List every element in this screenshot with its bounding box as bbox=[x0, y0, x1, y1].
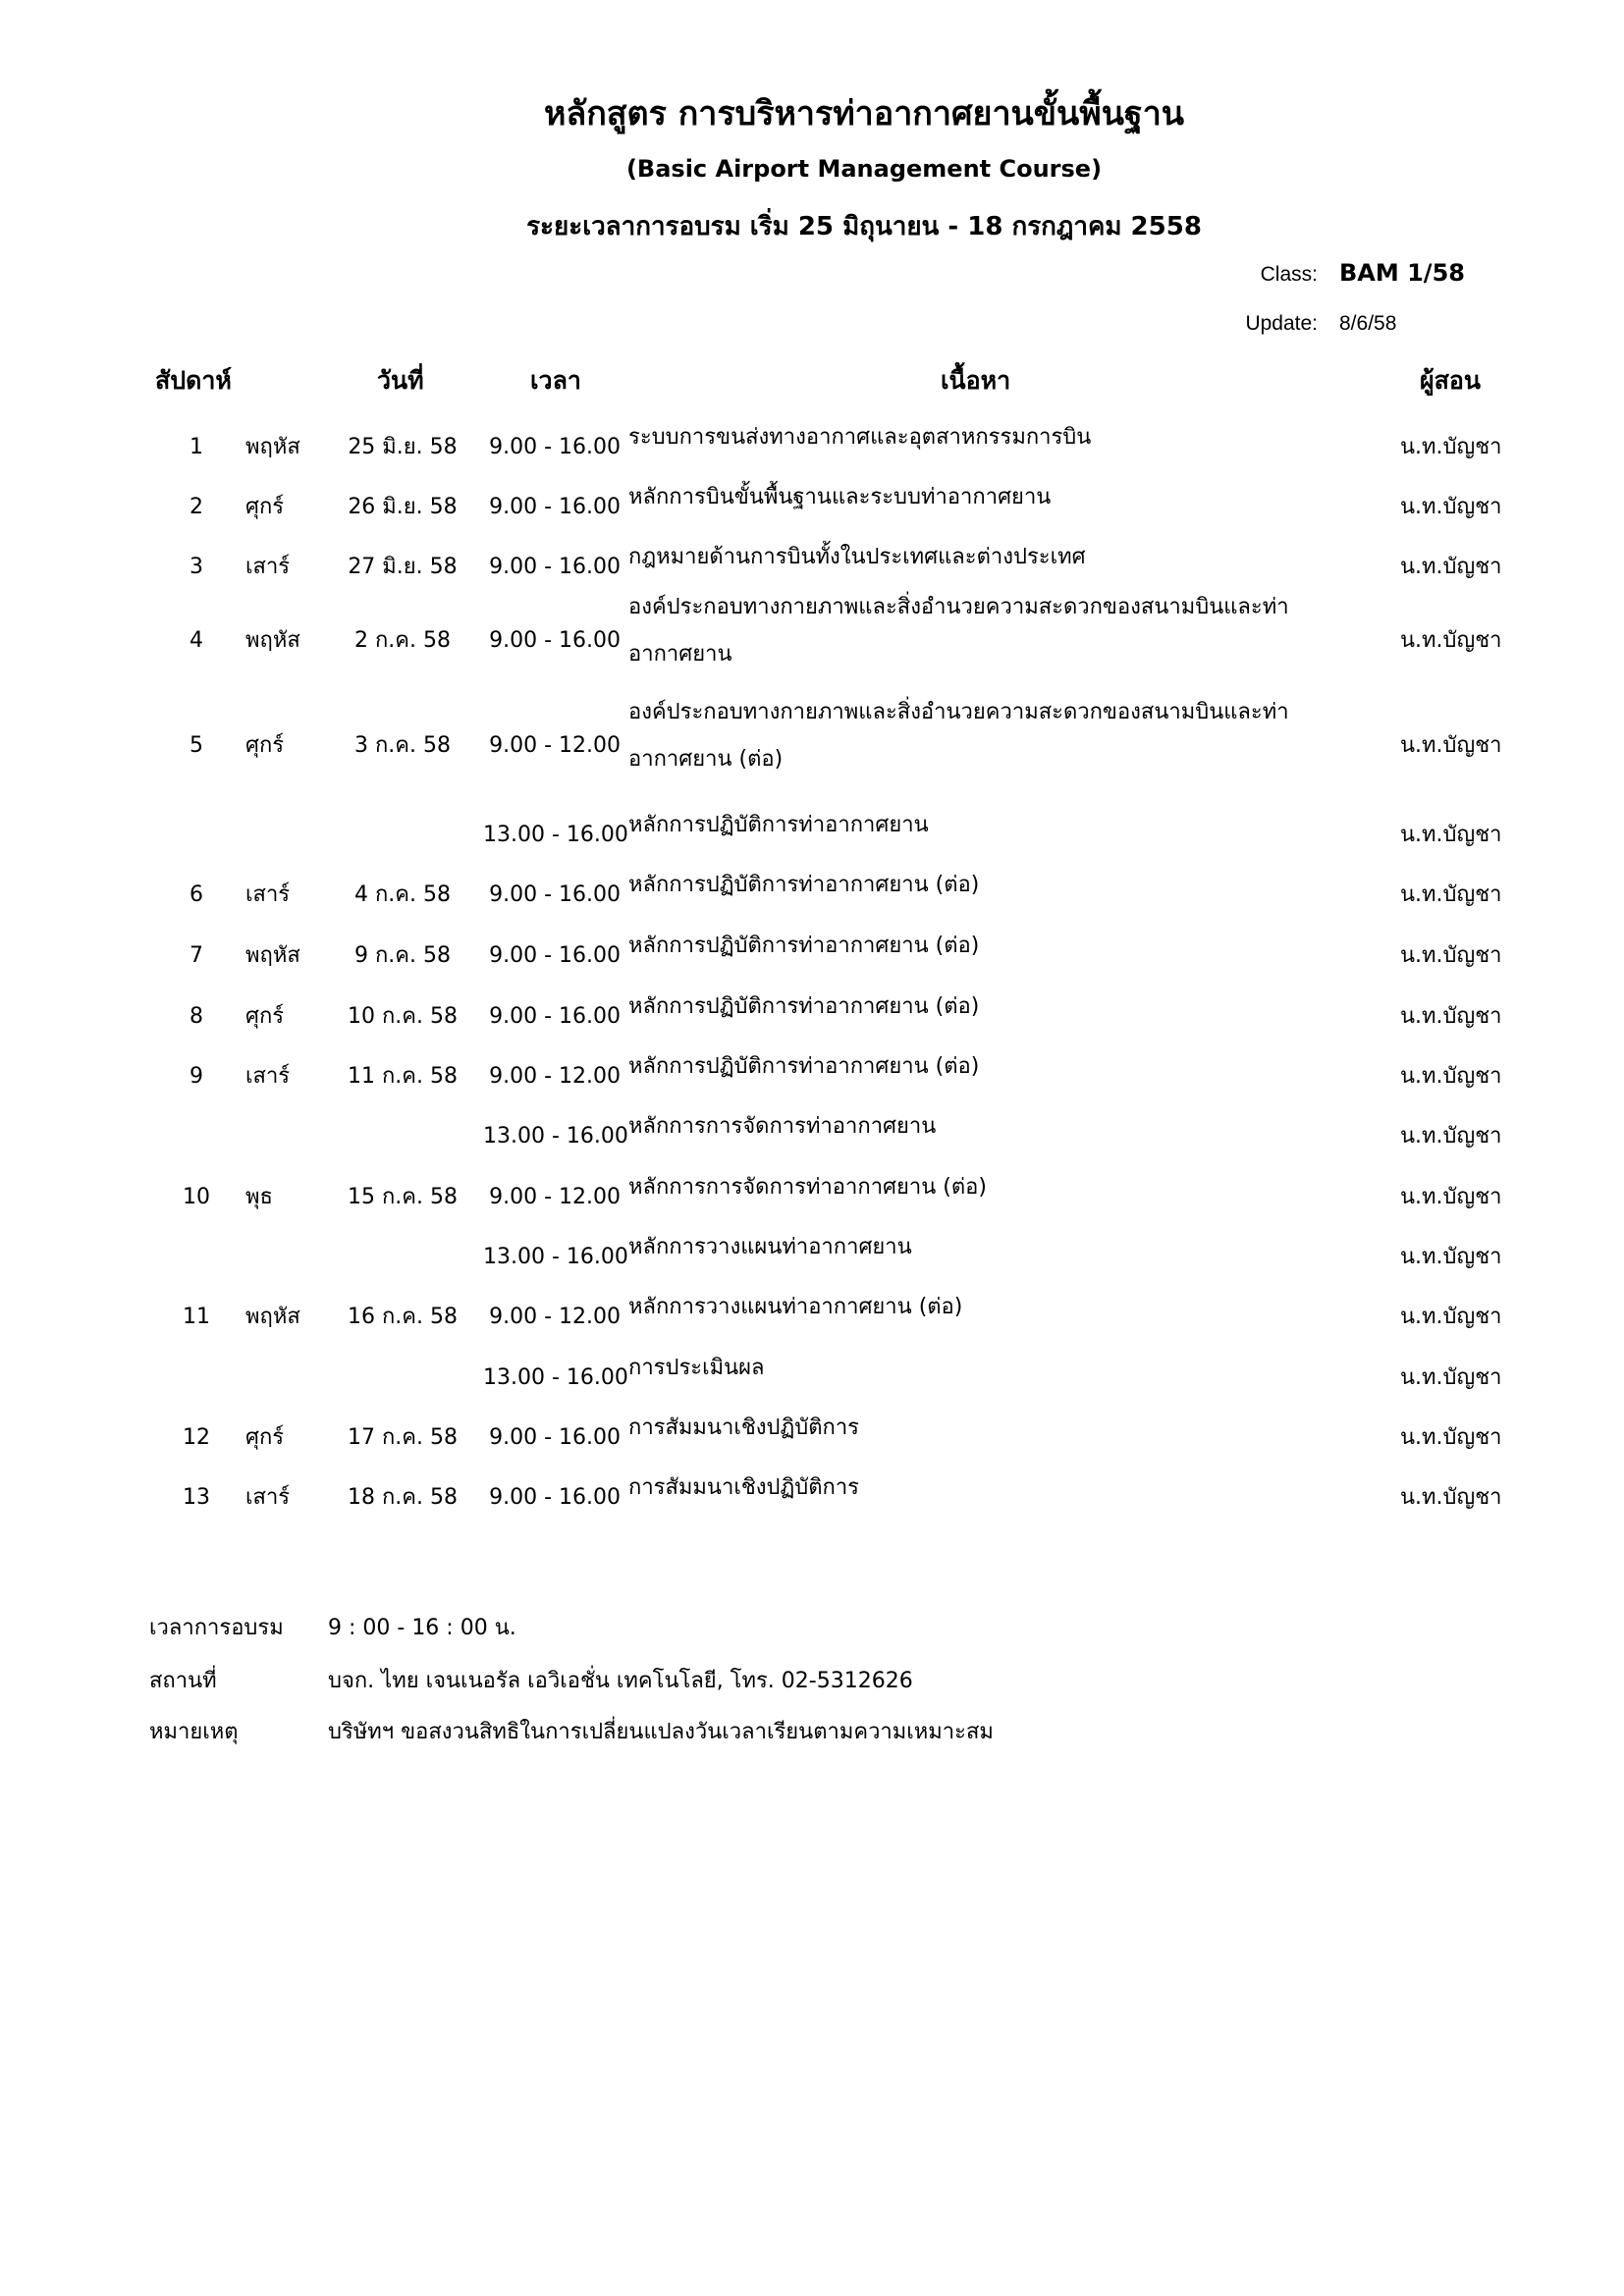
course-title: หลักสูตร การบริหารท่าอากาศยานขั้นพื้นฐาน bbox=[543, 94, 1185, 133]
cell-date: 9 ก.ค. 58 bbox=[353, 943, 451, 968]
cell-time: 13.00 - 16.00 bbox=[483, 1124, 628, 1148]
cell-day: พฤหัส bbox=[245, 1305, 300, 1329]
cell-date: 4 ก.ค. 58 bbox=[353, 882, 451, 907]
cell-instructor: น.ท.บัญชา bbox=[1400, 1124, 1502, 1148]
cell-week: 8 bbox=[189, 1004, 203, 1029]
cell-week: 5 bbox=[189, 733, 203, 758]
cell-day: เสาร์ bbox=[245, 1064, 291, 1089]
cell-week: 9 bbox=[189, 1064, 203, 1089]
cell-week: 1 bbox=[189, 435, 203, 459]
cell-content: หลักการปฏิบัติการท่าอากาศยาน bbox=[628, 813, 929, 837]
training-period: ระยะเวลาการอบรม เริ่ม 25 มิถุนายน - 18 กรกฎาคม 2558 bbox=[526, 212, 1202, 241]
cell-instructor: น.ท.บัญชา bbox=[1400, 1485, 1502, 1510]
cell-date: 10 ก.ค. 58 bbox=[348, 1004, 458, 1029]
cell-date: 27 มิ.ย. 58 bbox=[348, 555, 458, 579]
cell-time: 9.00 - 16.00 bbox=[489, 628, 621, 653]
cell-instructor: น.ท.บัญชา bbox=[1400, 1425, 1502, 1450]
cell-instructor: น.ท.บัญชา bbox=[1400, 1185, 1502, 1209]
cell-date: 2 ก.ค. 58 bbox=[353, 628, 451, 653]
course-subtitle: (Basic Airport Management Course) bbox=[625, 155, 1103, 183]
cell-instructor: น.ท.บัญชา bbox=[1400, 495, 1502, 519]
cell-time: 9.00 - 16.00 bbox=[489, 555, 621, 579]
cell-instructor: น.ท.บัญชา bbox=[1400, 1004, 1502, 1029]
cell-time: 9.00 - 16.00 bbox=[489, 1004, 621, 1029]
cell-instructor: น.ท.บัญชา bbox=[1400, 823, 1502, 847]
location-value: บจก. ไทย เจนเนอรัล เอวิเอชั่น เทคโนโลยี, โทร. 02-5312626 bbox=[328, 1669, 913, 1693]
cell-content: หลักการวางแผนท่าอากาศยาน bbox=[628, 1235, 912, 1259]
cell-day: พฤหัส bbox=[245, 943, 300, 968]
cell-content: หลักการปฏิบัติการท่าอากาศยาน (ต่อ) bbox=[628, 994, 980, 1019]
cell-day: พุธ bbox=[245, 1185, 273, 1209]
location-label: สถานที่ bbox=[149, 1669, 217, 1693]
cell-instructor: น.ท.บัญชา bbox=[1400, 943, 1502, 968]
cell-instructor: น.ท.บัญชา bbox=[1400, 1365, 1502, 1390]
update-value: 8/6/58 bbox=[1339, 312, 1397, 335]
cell-date: 15 ก.ค. 58 bbox=[348, 1185, 458, 1209]
cell-date: 25 มิ.ย. 58 bbox=[348, 435, 458, 459]
training-hours-label: เวลาการอบรม bbox=[149, 1616, 284, 1640]
cell-instructor: น.ท.บัญชา bbox=[1400, 435, 1502, 459]
cell-instructor: น.ท.บัญชา bbox=[1400, 555, 1502, 579]
cell-time: 9.00 - 16.00 bbox=[489, 1425, 621, 1450]
cell-week: 2 bbox=[189, 495, 203, 519]
class-label: Class: bbox=[1260, 263, 1318, 286]
cell-time: 9.00 - 12.00 bbox=[489, 1064, 621, 1089]
column-header-week: สัปดาห์ bbox=[155, 366, 232, 395]
cell-date: 26 มิ.ย. 58 bbox=[348, 495, 458, 519]
cell-day: พฤหัส bbox=[245, 435, 300, 459]
cell-content: องค์ประกอบทางกายภาพและสิ่งอำนวยความสะดวกของสนามบินและท่าอากาศยาน (ต่อ) bbox=[628, 700, 1289, 772]
column-header-time: เวลา bbox=[530, 366, 581, 395]
cell-date: 3 ก.ค. 58 bbox=[353, 733, 451, 758]
cell-content: ระบบการขนส่งทางอากาศและอุตสาหกรรมการบิน bbox=[628, 425, 1092, 450]
cell-content: หลักการการจัดการท่าอากาศยาน (ต่อ) bbox=[628, 1175, 987, 1200]
cell-day: เสาร์ bbox=[245, 882, 291, 907]
cell-week: 11 bbox=[183, 1305, 210, 1329]
cell-time: 9.00 - 16.00 bbox=[489, 495, 621, 519]
update-label: Update: bbox=[1245, 312, 1318, 335]
cell-instructor: น.ท.บัญชา bbox=[1400, 1245, 1502, 1269]
cell-day: เสาร์ bbox=[245, 1485, 291, 1510]
training-hours-value: 9 : 00 - 16 : 00 น. bbox=[328, 1616, 516, 1640]
cell-time: 9.00 - 16.00 bbox=[489, 943, 621, 968]
cell-week: 6 bbox=[189, 882, 203, 907]
note-value: บริษัทฯ ขอสงวนสิทธิในการเปลี่ยนแปลงวันเวลาเรียนตามความเหมาะสม bbox=[328, 1720, 994, 1744]
column-header-content: เนื้อหา bbox=[941, 366, 1011, 395]
cell-time: 9.00 - 12.00 bbox=[489, 1185, 621, 1209]
column-header-instructor: ผู้สอน bbox=[1420, 366, 1482, 395]
cell-time: 13.00 - 16.00 bbox=[483, 823, 628, 847]
cell-instructor: น.ท.บัญชา bbox=[1400, 1305, 1502, 1329]
cell-content: หลักการปฏิบัติการท่าอากาศยาน (ต่อ) bbox=[628, 934, 980, 958]
cell-date: 11 ก.ค. 58 bbox=[348, 1064, 458, 1089]
cell-week: 12 bbox=[183, 1425, 210, 1450]
cell-time: 9.00 - 16.00 bbox=[489, 1485, 621, 1510]
cell-day: พฤหัส bbox=[245, 628, 300, 653]
cell-time: 9.00 - 16.00 bbox=[489, 882, 621, 907]
cell-date: 16 ก.ค. 58 bbox=[348, 1305, 458, 1329]
cell-day: ศุกร์ bbox=[245, 1004, 285, 1029]
cell-week: 4 bbox=[189, 628, 203, 653]
cell-week: 10 bbox=[183, 1185, 210, 1209]
cell-content: หลักการวางแผนท่าอากาศยาน (ต่อ) bbox=[628, 1295, 963, 1319]
cell-time: 9.00 - 16.00 bbox=[489, 435, 621, 459]
cell-time: 9.00 - 12.00 bbox=[489, 1305, 621, 1329]
cell-date: 18 ก.ค. 58 bbox=[348, 1485, 458, 1510]
class-value: BAM 1/58 bbox=[1339, 259, 1465, 287]
cell-content: หลักการบินขั้นพื้นฐานและระบบท่าอากาศยาน bbox=[628, 485, 1052, 509]
cell-content: การสัมมนาเชิงปฏิบัติการ bbox=[628, 1415, 859, 1440]
cell-content: องค์ประกอบทางกายภาพและสิ่งอำนวยความสะดวกของสนามบินและท่าอากาศยาน bbox=[628, 595, 1289, 667]
cell-instructor: น.ท.บัญชา bbox=[1400, 1064, 1502, 1089]
cell-day: ศุกร์ bbox=[245, 1425, 285, 1450]
cell-content: กฎหมายด้านการบินทั้งในประเทศและต่างประเทศ bbox=[628, 545, 1086, 569]
note-label: หมายเหตุ bbox=[149, 1720, 239, 1744]
cell-day: ศุกร์ bbox=[245, 495, 285, 519]
cell-time: 13.00 - 16.00 bbox=[483, 1365, 628, 1390]
cell-day: ศุกร์ bbox=[245, 733, 285, 758]
cell-time: 13.00 - 16.00 bbox=[483, 1245, 628, 1269]
cell-week: 7 bbox=[189, 943, 203, 968]
cell-time: 9.00 - 12.00 bbox=[489, 733, 621, 758]
cell-content: หลักการการจัดการท่าอากาศยาน bbox=[628, 1114, 937, 1139]
cell-day: เสาร์ bbox=[245, 555, 291, 579]
cell-content: หลักการปฏิบัติการท่าอากาศยาน (ต่อ) bbox=[628, 1054, 980, 1079]
cell-content: หลักการปฏิบัติการท่าอากาศยาน (ต่อ) bbox=[628, 873, 980, 897]
cell-instructor: น.ท.บัญชา bbox=[1400, 628, 1502, 653]
cell-instructor: น.ท.บัญชา bbox=[1400, 733, 1502, 758]
cell-instructor: น.ท.บัญชา bbox=[1400, 882, 1502, 907]
column-header-date: วันที่ bbox=[377, 366, 424, 395]
cell-date: 17 ก.ค. 58 bbox=[348, 1425, 458, 1450]
cell-content: การสัมมนาเชิงปฏิบัติการ bbox=[628, 1475, 859, 1500]
cell-week: 3 bbox=[189, 555, 203, 579]
cell-week: 13 bbox=[183, 1485, 210, 1510]
cell-content: การประเมินผล bbox=[628, 1356, 765, 1380]
